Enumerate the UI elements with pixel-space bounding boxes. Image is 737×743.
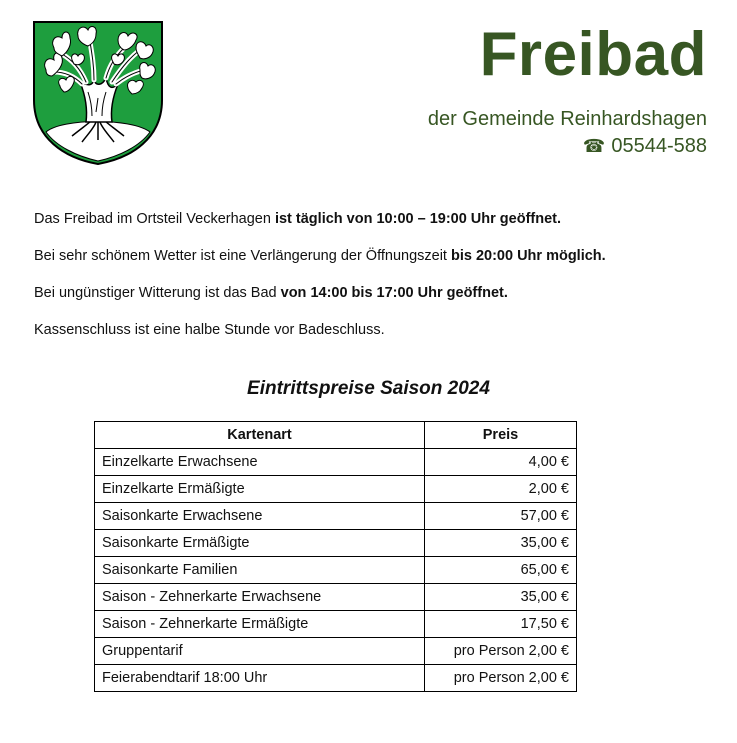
price-cell: 35,00 € <box>425 584 577 611</box>
telephone-icon: ☎ <box>582 136 606 156</box>
ticket-type-cell: Feierabendtarif 18:00 Uhr <box>95 665 425 692</box>
column-header-price: Preis <box>425 422 577 449</box>
ticket-type-cell: Einzelkarte Erwachsene <box>95 449 425 476</box>
opening-hours-line: Das Freibad im Ortsteil Veckerhagen ist täglich von 10:00 – 19:00 Uhr geöffnet. <box>34 211 562 227</box>
ticket-type-cell: Saison - Zehnerkarte Ermäßigte <box>95 611 425 638</box>
ticket-office-closing-line: Kassenschluss ist eine halbe Stunde vor Badeschluss. <box>34 322 385 338</box>
price-cell: pro Person 2,00 € <box>425 665 577 692</box>
table-row <box>95 611 577 638</box>
price-cell: 4,00 € <box>425 449 577 476</box>
table-row <box>95 557 577 584</box>
table-row <box>95 530 577 557</box>
price-cell: 65,00 € <box>425 557 577 584</box>
table-row <box>95 476 577 503</box>
table-row <box>95 503 577 530</box>
ticket-type-cell: Gruppentarif <box>95 638 425 665</box>
coat-of-arms-icon <box>32 20 164 166</box>
phone-number-text: 05544-588 <box>611 135 707 157</box>
phone-number <box>583 135 707 158</box>
table-row <box>95 665 577 692</box>
table-row <box>95 584 577 611</box>
price-cell: 35,00 € <box>425 530 577 557</box>
price-cell: 17,50 € <box>425 611 577 638</box>
prices-heading: Eintrittspreise Saison 2024 <box>247 378 490 399</box>
ticket-type-cell: Saisonkarte Ermäßigte <box>95 530 425 557</box>
ticket-type-cell: Einzelkarte Ermäßigte <box>95 476 425 503</box>
bad-weather-line: Bei ungünstiger Witterung ist das Bad von 14:00 bis 17:00 Uhr geöffnet. <box>34 285 508 301</box>
extension-line: Bei sehr schönem Wetter ist eine Verlängerung der Öffnungszeit bis 20:00 Uhr möglich. <box>34 248 606 264</box>
ticket-type-cell: Saisonkarte Erwachsene <box>95 503 425 530</box>
opening-hours-info <box>34 210 714 358</box>
price-cell: 57,00 € <box>425 503 577 530</box>
price-cell: 2,00 € <box>425 476 577 503</box>
price-cell: pro Person 2,00 € <box>425 638 577 665</box>
municipality-subtitle: der Gemeinde Reinhardshagen <box>427 108 707 130</box>
table-row <box>95 449 577 476</box>
ticket-type-cell: Saison - Zehnerkarte Erwachsene <box>95 584 425 611</box>
ticket-type-cell: Saisonkarte Familien <box>95 557 425 584</box>
column-header-ticket-type: Kartenart <box>95 422 425 449</box>
price-table <box>94 421 577 692</box>
table-row <box>95 638 577 665</box>
page-title: Freibad <box>479 20 707 89</box>
table-header-row <box>95 422 577 449</box>
